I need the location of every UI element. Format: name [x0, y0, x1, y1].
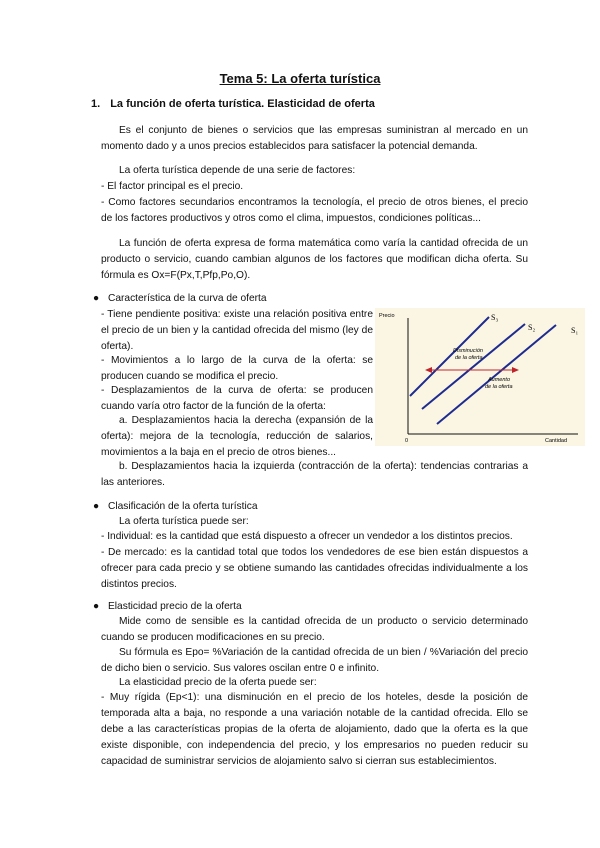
classification-market: - De mercado: es la cantidad total que todos los vendedores de ese bien están dispuestos a ofrecer para cada precio y se obtiene sumando las cantidades ofrecidas individualmente a los distintos precios. [101, 547, 528, 590]
curve-shift-right-text: a. Desplazamientos hacia la derecha (expansión de la oferta): mejora de la tecnología, reducción de salarios, movimientos a la baja en el precio de otros bienes... [101, 415, 373, 458]
curve-shift-left-text: b. Desplazamientos hacia la izquierda (contracción de la oferta): tendencias contrarias a las anteriores. [101, 461, 528, 488]
decrease-note-line1: Disminución [453, 348, 483, 354]
curve-label-s2: S₂ [528, 323, 536, 332]
bullet-curve-label: Característica de la curva de oferta [108, 293, 267, 304]
factor-item-secondary: - Como factores secundarios encontramos la tecnología, el precio de otros bienes, el precio de los factores productivos y otros como el clima, impuestos, condiciones políticas... [101, 197, 528, 224]
elasticity-definition: Mide como de sensible es la cantidad ofrecida de un producto o servicio determinado cuando se producen modificaciones en su precio. [101, 616, 528, 643]
increase-note-line2: de la oferta [485, 384, 513, 390]
bullet-dot: ● [93, 501, 100, 512]
curve-label-s3: S₃ [491, 313, 499, 322]
classification-lead: La oferta turística puede ser: [119, 516, 249, 527]
increase-note-line1: Aumento [488, 377, 511, 383]
origin-label: 0 [405, 438, 409, 444]
bullet-classification-label: Clasificación de la oferta turística [108, 501, 258, 512]
bullet-dot: ● [93, 601, 100, 612]
page-title: Tema 5: La oferta turística [219, 71, 381, 86]
curve-shifts-text: - Desplazamientos de la curva de oferta: se producen cuando varía otro factor de la función de la oferta: [101, 385, 373, 412]
section-heading [91, 98, 375, 110]
bullet-dot: ● [93, 293, 100, 304]
curve-movements-text: - Movimientos a lo largo de la curva de la oferta: se producen cuando se modifica el precio. [101, 355, 373, 382]
curve-label-s1: S₁ [571, 326, 579, 335]
bullet-elasticity [93, 599, 242, 615]
curve-slope-text: - Tiene pendiente positiva: existe una relación positiva entre el precio de un bien y la cantidad ofrecida del mismo (ley de oferta). [101, 309, 373, 352]
bullet-elasticity-label: Elasticidad precio de la oferta [108, 601, 242, 612]
graph-background [375, 308, 585, 446]
factor-item-main: - El factor principal es el precio. [101, 181, 244, 192]
elasticity-rigid: - Muy rígida (Ep<1): una disminución en el precio de los hoteles, desde la posición de temporada alta a baja, no responde a una variación notable de la cantidad ofrecida. Ello se debe a las características propias de la oferta de alojamiento, dado que la oferta es la que existe disponible, con independencia del precio, y los empresarios no pueden reducir su capacidad de suministrar servicios de alojamiento salvo si cierran sus establecimientos. [101, 692, 528, 767]
elasticity-formula: Su fórmula es Epo= %Variación de la cantidad ofrecida de un bien / %Variación del precio de dicho bien o servicio. Sus valores oscilan entre 0 e infinito. [101, 647, 528, 674]
function-paragraph: La función de oferta expresa de forma matemática como varía la cantidad ofrecida de un producto o servicio, cuando cambian algunos de los factores que modifican dicha oferta. Su fórmula es Ox=F(Px,T,Pfp,Po,O). [101, 238, 528, 281]
bullet-classification [93, 499, 258, 515]
supply-curve-graph [375, 308, 585, 446]
bullet-curve [93, 291, 267, 307]
y-axis-label: Precio [379, 313, 395, 319]
elasticity-lead: La elasticidad precio de la oferta puede ser: [119, 677, 317, 688]
section-number: 1. [91, 98, 101, 110]
x-axis-label: Cantidad [545, 438, 568, 444]
classification-individual: - Individual: es la cantidad que está dispuesto a ofrecer un vendedor a los distintos precios. [101, 531, 513, 542]
section-title: La función de oferta turística. Elasticidad de oferta [110, 98, 375, 110]
decrease-note-line2: de la oferta [455, 355, 483, 361]
intro-paragraph: Es el conjunto de bienes o servicios que las empresas suministran al mercado en un momento dado y a unos precios establecidos para satisfacer la potencial demanda. [101, 125, 528, 152]
factors-lead: La oferta turística depende de una serie de factores: [119, 165, 356, 176]
